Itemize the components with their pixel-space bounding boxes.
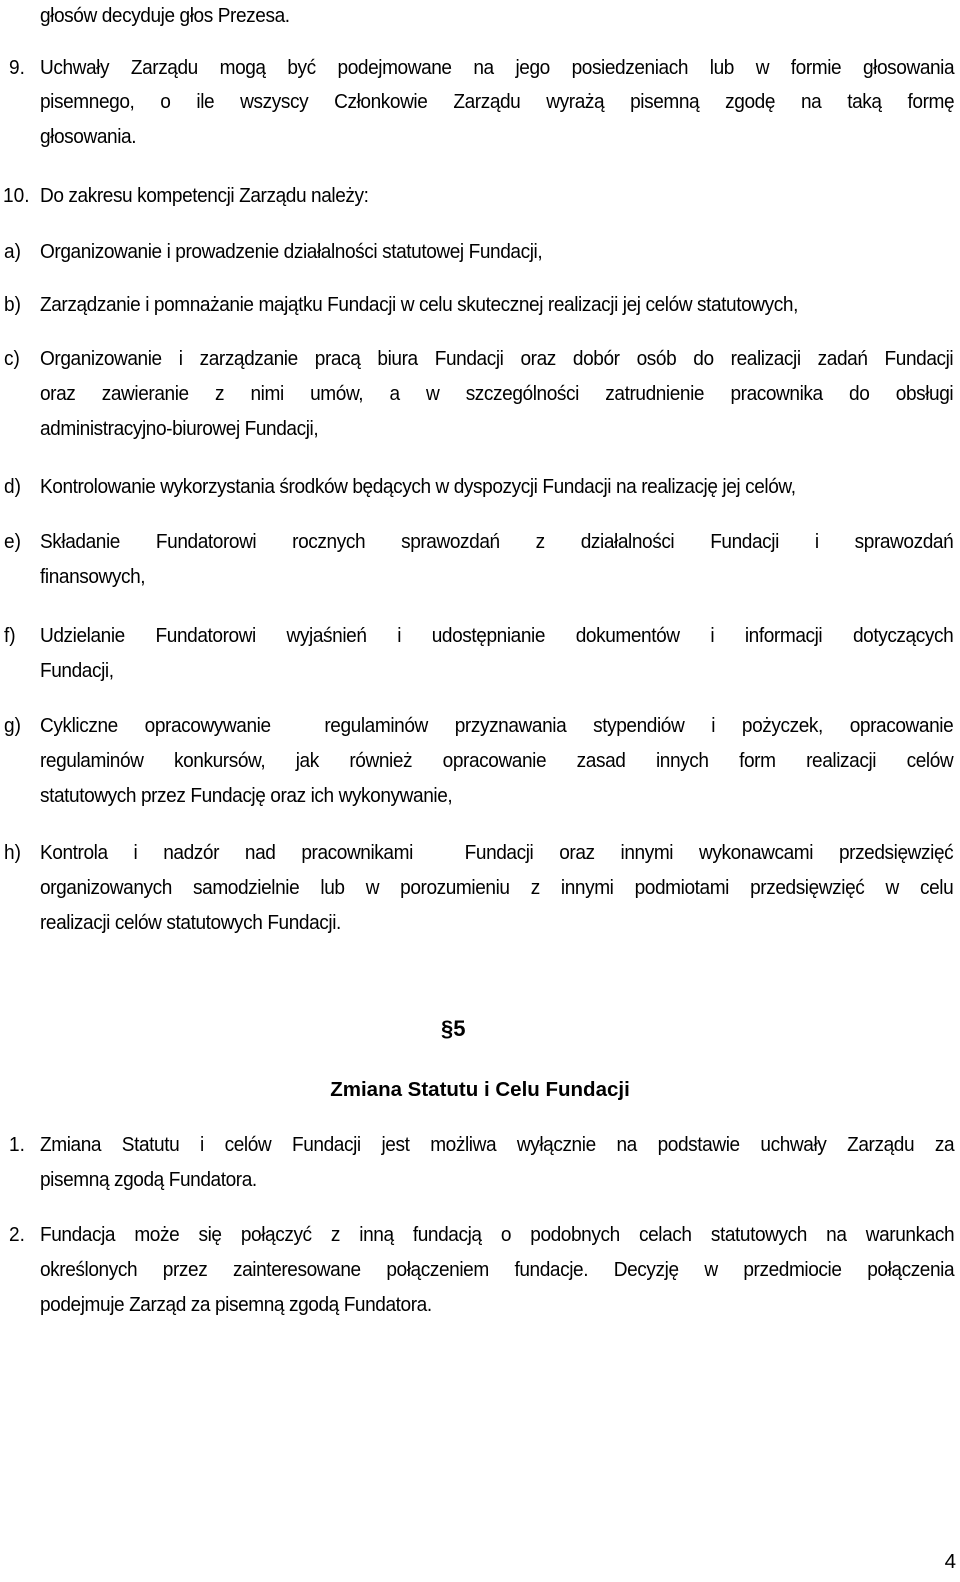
item-c-label: c)	[4, 347, 20, 370]
item-c-line-1: Organizowanie i zarządzanie pracą biura Fundacji oraz dobór osób do realizacji zadań Fundacji	[40, 347, 954, 370]
page-number: 4	[944, 1550, 956, 1573]
item-h-line-2: organizowanych samodzielnie lub w porozumieniu z innymi podmiotami przedsięwzięć w celu	[40, 876, 954, 899]
item-9-number: 9.	[9, 56, 25, 79]
section-item-2-line-2: określonych przez zainteresowane połączeniem fundacje. Decyzję w przedmiocie połączenia	[40, 1258, 955, 1281]
section-item-2-line-3: podejmuje Zarząd za pisemną zgodą Fundatora.	[40, 1293, 432, 1316]
item-h-line-3: realizacji celów statutowych Fundacji.	[40, 911, 341, 934]
item-h-label: h)	[4, 841, 21, 864]
item-a-line-1: Organizowanie i prowadzenie działalności statutowej Fundacji,	[40, 240, 543, 263]
top-continuation-text: głosów decyduje głos Prezesa.	[40, 4, 290, 27]
section-item-2-number: 2.	[9, 1223, 25, 1246]
section-title: Zmiana Statutu i Celu Fundacji	[330, 1078, 630, 1101]
item-b-line-1: Zarządzanie i pomnażanie majątku Fundacji w celu skutecznej realizacji jej celów statutowych,	[40, 293, 798, 316]
item-g-line-3: statutowych przez Fundację oraz ich wykonywanie,	[40, 784, 453, 807]
item-9-line-3: głosowania.	[40, 125, 137, 148]
item-9-line-2: pisemnego, o ile wszyscy Członkowie Zarządu wyrażą pisemną zgodę na taką formę	[40, 90, 955, 113]
section-item-2-line-1: Fundacja może się połączyć z inną fundacją o podobnych celach statutowych na warunkach	[40, 1223, 955, 1246]
section-item-1-line-2: pisemną zgodą Fundatora.	[40, 1168, 257, 1191]
item-g-line-2: regulaminów konkursów, jak również opracowanie zasad innych form realizacji celów	[40, 749, 954, 772]
section-item-1-number: 1.	[9, 1133, 25, 1156]
item-c-line-2: oraz zawieranie z nimi umów, a w szczególności zatrudnienie pracownika do obsługi	[40, 382, 954, 405]
item-e-label: e)	[4, 530, 21, 553]
item-c-line-3: administracyjno-biurowej Fundacji,	[40, 417, 319, 440]
item-f-label: f)	[4, 624, 16, 647]
item-e-line-2: finansowych,	[40, 565, 146, 588]
item-f-line-1: Udzielanie Fundatorowi wyjaśnień i udostępnianie dokumentów i informacji dotyczących	[40, 624, 954, 647]
section-symbol: §5	[441, 1016, 466, 1041]
item-e-line-1: Składanie Fundatorowi rocznych sprawozdań z działalności Fundacji i sprawozdań	[40, 530, 954, 553]
item-a-label: a)	[4, 240, 21, 263]
item-h-line-1: Kontrola i nadzór nad pracownikami Fundacji oraz innymi wykonawcami przedsięwzięć	[40, 841, 954, 864]
item-9-line-1: Uchwały Zarządu mogą być podejmowane na jego posiedzeniach lub w formie głosowania	[40, 56, 955, 79]
item-g-line-1: Cykliczne opracowywanie regulaminów przyznawania stypendiów i pożyczek, opracowanie	[40, 714, 954, 737]
item-d-label: d)	[4, 475, 21, 498]
item-10-text: Do zakresu kompetencji Zarządu należy:	[40, 184, 369, 207]
item-10-number: 10.	[3, 184, 30, 207]
item-b-label: b)	[4, 293, 21, 316]
item-g-label: g)	[4, 714, 21, 737]
section-item-1-line-1: Zmiana Statutu i celów Fundacji jest możliwa wyłącznie na podstawie uchwały Zarządu za	[40, 1133, 955, 1156]
item-d-line-1: Kontrolowanie wykorzystania środków będących w dyspozycji Fundacji na realizację jej celów,	[40, 475, 796, 498]
item-f-line-2: Fundacji,	[40, 659, 114, 682]
